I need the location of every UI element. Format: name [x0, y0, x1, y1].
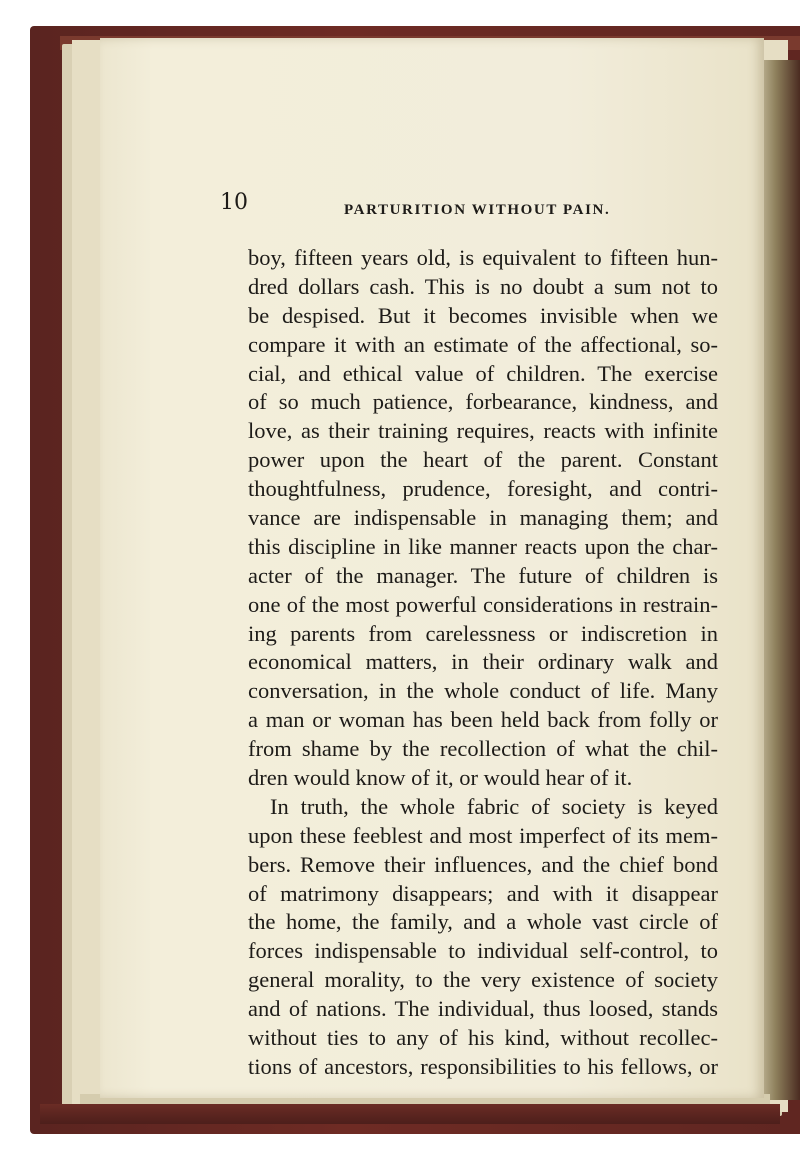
text-line: conversation, in the whole conduct of life. Many — [248, 678, 718, 704]
text-line: cial, and ethical value of children. The exercise — [248, 360, 718, 386]
text-line: forces indispensable to individual self-control, to — [248, 938, 718, 964]
text-line: economical matters, in their ordinary walk and — [248, 649, 718, 675]
text-line: of so much patience, forbearance, kindness, and — [248, 389, 718, 415]
text-line: dred dollars cash. This is no doubt a sum not to — [248, 273, 718, 299]
text-line: from shame by the recollection of what the chil- — [248, 736, 718, 762]
text-line: thoughtfulness, prudence, foresight, and contri- — [248, 476, 718, 502]
text-line: boy, fifteen years old, is equivalent to fifteen hun- — [248, 245, 718, 270]
text-line: upon these feeblest and most imperfect of its mem- — [248, 822, 718, 848]
text-line: be despised. But it becomes invisible when we — [248, 302, 718, 328]
text-line: dren would know of it, or would hear of it. — [248, 765, 633, 791]
text-line: compare it with an estimate of the affectional, so- — [248, 331, 718, 357]
text-line: power upon the heart of the parent. Constant — [248, 447, 718, 473]
text-line: general morality, to the very existence of society — [248, 967, 718, 993]
text-line: the home, the family, and a whole vast circle of — [248, 909, 718, 935]
text-line: without ties to any of his kind, without recollec- — [248, 1025, 718, 1051]
text-line: a man or woman has been held back from folly or — [248, 707, 718, 733]
page-number: 10 — [220, 190, 248, 215]
text-line: one of the most powerful considerations in restrain- — [248, 591, 718, 617]
text-line: and of nations. The individual, thus loosed, stands — [248, 996, 718, 1022]
text-line: this discipline in like manner reacts upon the char- — [248, 533, 718, 559]
text-line: vance are indispensable in managing them; and — [248, 505, 718, 531]
page-fold-shadow — [760, 60, 800, 1100]
cover-bottom-edge — [40, 1104, 780, 1124]
text-line: tions of ancestors, responsibilities to his fellows, or — [248, 1053, 718, 1079]
text-line: In truth, the whole fabric of society is keyed — [270, 793, 718, 819]
text-line: love, as their training requires, reacts with infinite — [248, 418, 718, 444]
text-line: acter of the manager. The future of children is — [248, 562, 718, 588]
running-head: PARTURITION WITHOUT PAIN. — [344, 202, 611, 218]
text-line: of matrimony disappears; and with it disappear — [248, 880, 718, 906]
paragraph-2 — [248, 793, 718, 1082]
body-text — [248, 244, 718, 1082]
text-line: ing parents from carelessness or indiscretion in — [248, 620, 718, 646]
page-header — [220, 190, 720, 220]
paragraph-1 — [248, 244, 718, 793]
text-line: bers. Remove their influences, and the chief bond — [248, 851, 718, 877]
